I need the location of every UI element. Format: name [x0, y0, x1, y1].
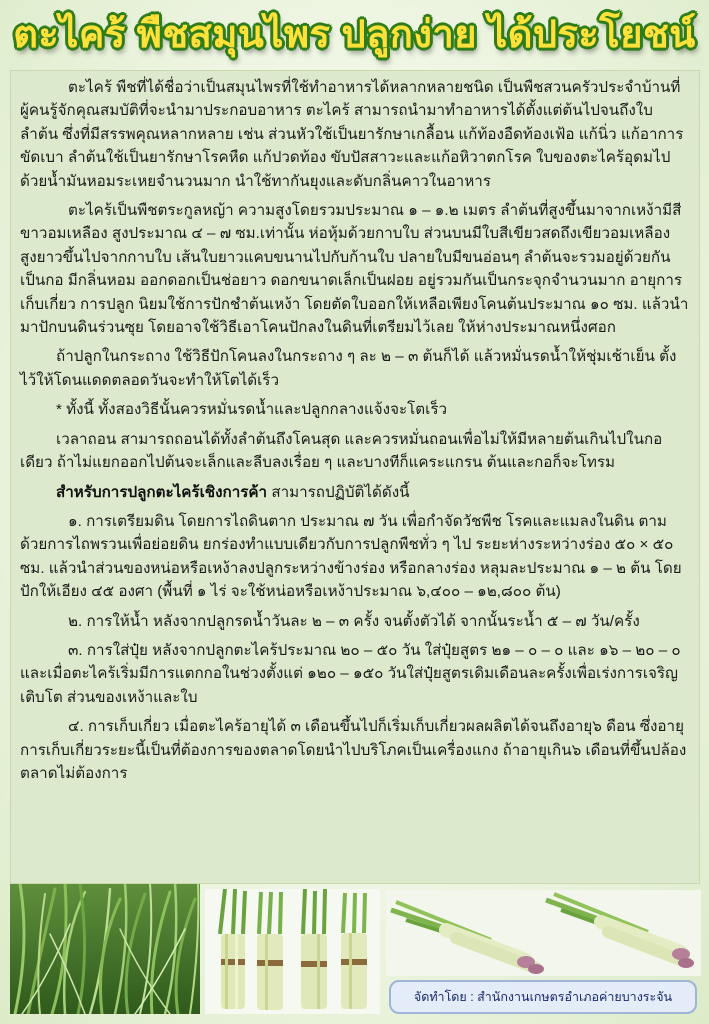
article-body — [20, 76, 690, 785]
credit-box: จัดทำโดย : สำนักงานเกษตรอำเภอค่ายบางระจัน — [389, 980, 697, 1014]
pot-paragraph: ถ้าปลูกในกระถาง ใช้วิธีปักโคนลงในกระถาง ๆ ละ ๒ – ๓ ต้นก็ได้ แล้วหมั่นรดน้ำให้ชุ่มเช้าเย็น ตั้งไว้ให้โดนแดดตลอดวันจะทำให้โตได้เร็ว — [20, 348, 677, 389]
botany-paragraph: ตะไคร้เป็นพืชตระกูลหญ้า ความสูงโดยรวมประมาณ ๑ – ๑.๒ เมตร ลำต้นที่สูงขึ้นมาจากเหง้ามีสีขาวอมเหลือง สูงประมาณ ๔ – ๗ ซม.เท่านั้น ห่อหุ้มด้วยกาบใบ ส่วนบนมีใบสีเขียวสดถึงเขียวอมเหลือง สูงยาวขึ้นไปจากกาบใบ เส้นใบยาวแคบขนานไปกับก้านใบ ปลายใบมีขนอ่อนๆ ลำต้นจะรวมอยู่ด้วยกันเป็นกอ มีกลิ่นหอม ออกดอกเป็นช่อยาว ดอกขนาดเล็กเป็นฝอย อยู่รวมกันเป็นกระจุกจำนวนมาก อายุการเก็บเกี่ยว การปลูก นิยมใช้การปักชำต้นเหง้า โดยตัดใบออกให้เหลือเพียงโคนต้นประมาณ ๑๐ ซม. แล้วนำมาปักบนดินร่วนซุย โดยอาจใช้วิธีเอาโคนปักลงในดินที่เตรียมไว้เลย ให้ห่างประมาณหนึ่งศอก — [20, 202, 689, 337]
commercial-heading-rest: สามารถปฏิบัติได้ดังนี้ — [267, 483, 410, 501]
commercial-heading-bold: สำหรับการปลูกตะไคร้เชิงการค้า — [56, 483, 268, 501]
step-3: ๓. การใส่ปุ๋ย หลังจากปลูกตะไคร้ประมาณ ๒๐ – ๕๐ วัน ใส่ปุ๋ยสูตร ๒๑ – ๐ – ๐ และ ๑๖ – ๒๐ – ๐ และเมื่อตะไคร้เริ่มมีการแตกกอในช่วงตั้งแต่ ๑๒๐ – ๑๕๐ วันใส่ปุ๋ยสูตรเดิมเดือนละครั้งเพื่อเร่งการเจริญเติบโต ส่วนของเหง้าและใบ — [20, 641, 681, 706]
lemongrass-field-photo — [10, 884, 200, 1014]
step-4: ๔. การเก็บเกี่ยว เมื่อตะไคร้อายุได้ ๓ เดือนขึ้นไปก็เริ่มเก็บเกี่ยวผลผลิตได้จนถึงอายุ๖ ดือน ซึ่งอายุการเก็บเกี่ยวระยะนี้เป็นที่ต้องการของตลาดโดยนำไปบริโภคเป็นเครื่องแกง ถ้าอายุเกิน๖ เดือนที่ขึ้นปล้องตลาดไม่ต้องการ — [20, 718, 687, 782]
harvest-tip-paragraph: เวลาถอน สามารถถอนได้ทั้งลำต้นถึงโคนสุด และควรหมั่นถอนเพื่อไม่ให้มีหลายต้นเกินไปในกอเดียว ถ้าไม่แยกออกไปต้นจะเล็กและลีบลงเรื่อย ๆ และบางทีก็แคระแกรน ต้นและกอก็จะโทรม — [20, 430, 663, 472]
step-1: ๑. การเตรียมดิน โดยการไถดินตาก ประมาณ ๗ วัน เพื่อกำจัดวัชพืช โรคและแมลงในดิน ตามด้วยการไถพรวนเพื่อย่อยดิน ยกร่องทำแบบเดียวกับการปลูกพืชทั่ว ๆ ไป ระยะห่างระหว่างร่อง ๕๐ × ๕๐ ซม. แล้วนำส่วนของหน่อหรือเหง้าลงปลูกระหว่างข้างร่อง หรือกลางร่อง หลุมละประมาณ ๑ – ๒ ต้น โดยปักให้เอียง ๔๕ องศา (พื้นที่ ๑ ไร่ จะใช้หน่อหรือเหง้าประมาณ ๖,๔๐๐ – ๑๒,๘๐๐ ต้น) — [20, 512, 682, 601]
lemongrass-bundles-photo — [205, 889, 380, 1014]
commercial-heading — [20, 481, 690, 504]
intro-paragraph: ตะไคร้ พืชที่ได้ชื่อว่าเป็นสมุนไพรที่ใช้ทำอาหารได้หลากหลายชนิด เป็นพืชสวนครัวประจำบ้านที่ผู้คนรู้จักคุณสมบัติที่จะนำมาประกอบอาหาร ตะไคร้ สามารถนำมาทำอาหารได้ตั้งแต่ต้นไปจนถึงใบ ลำต้น ซึ่งที่มีสรรพคุณหลากหลาย เช่น ส่วนหัวใช้เป็นยารักษาเกลื้อน แก้ท้องอืดท้องเฟ้อ แก้นิ่ว แก้อาการขัดเบา ลำต้นใช้เป็นยารักษาโรคหืด แก้ปวดท้อง ขับปัสสาวะและแก้อหิวาตกโรค ใบของตะไคร้อุดมไปด้วยน้ำมันหอมระเหยจำนวนมาก นำใช้ทากันยุงและดับกลิ่นคาวในอาหาร — [20, 79, 684, 190]
step-2: ๒. การให้น้ำ หลังจากปลูกรดน้ำวันละ ๒ – ๓ ครั้ง จนตั้งตัวได้ จากนั้นระน้ำ ๕ – ๗ วัน/ครั้ง — [68, 612, 640, 630]
note-paragraph: * ทั้งนี้ ทั้งสองวิธีนั้นควรหมั่นรดน้ำและปลูกกลางแจ้งจะโตเร็ว — [56, 401, 448, 419]
poster-title: ตะไคร้ พืชสมุนไพร ปลูกง่าย ได้ประโยชน์ — [13, 14, 696, 56]
lemongrass-stalks-photo — [386, 890, 701, 976]
